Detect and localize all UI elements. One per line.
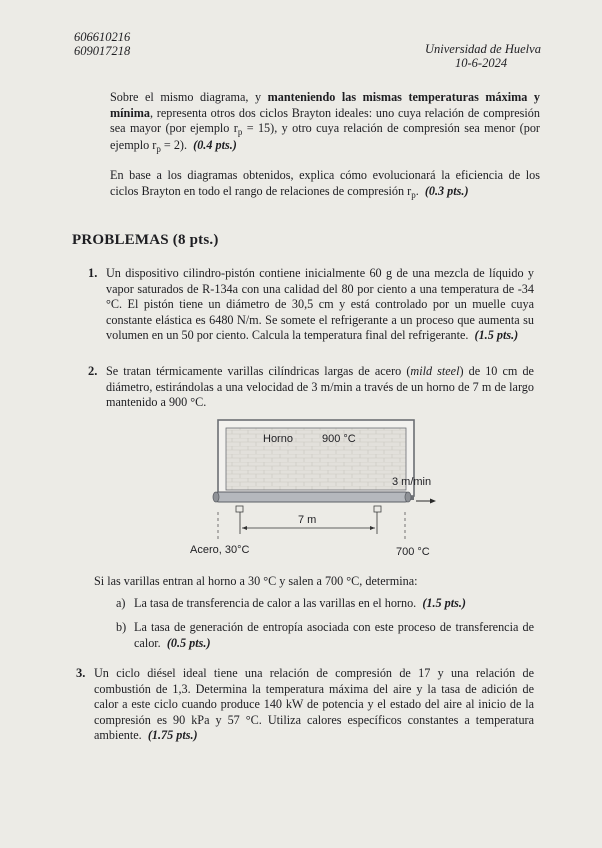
oven-temperature: 900 °C	[322, 433, 356, 445]
student-id-1: 606610216	[74, 30, 131, 44]
problem-2a-text: La tasa de transferencia de calor a las varillas en el horno. (1.5 pts.)	[134, 596, 466, 610]
problem-2-number: 2.	[88, 364, 98, 378]
problem-2-text: Se tratan térmicamente varillas cilíndricas largas de acero (mild steel) de 10 cm de diámetro, estirándolas a una velocidad de 3 m/min a través de un horno de 7 m de largo mantenido a 900 °C.	[106, 364, 534, 410]
inlet-label: Acero, 30°C	[190, 544, 250, 556]
problem-2a-label: a)	[116, 596, 126, 610]
oven-label: Horno	[263, 433, 293, 445]
furnace-diagram	[180, 414, 450, 564]
problem-3-number: 3.	[76, 666, 86, 680]
problem-1-text: Un dispositivo cilindro-pistón contiene inicialmente 60 g de una mezcla de líquido y vapor saturados de R-134a con una calidad del 80 por ciento a una temperatura de -34 °C. El pistón tiene un diámetro de 30,5 cm y está controlado por un muelle cuya constante elástica es 6480 N/m. Se somete el refrigerante a un proceso que aumenta su volumen en un 50 por ciento. Calcula la temperatura final del refrigerante. (1.5 pts.)	[106, 266, 534, 343]
problem-3-text: Un ciclo diésel ideal tiene una relación de compresión de 17 y una relación de combustión de 1,3. Determina la temperatura máxima del aire y la tasa de adición de calor a este ciclo cuando produce 140 kW de potencia y el estado del aire al inicio de la compresión es 90 kPa y 57 °C. Utiliza calores específicos constantes a temperatura ambiente. (1.75 pts.)	[94, 666, 534, 743]
exam-date: 10-6-2024	[455, 56, 508, 70]
problem-2-followup: Si las varillas entran al horno a 30 °C y salen a 700 °C, determina:	[94, 574, 418, 588]
section-title: PROBLEMAS (8 pts.)	[72, 232, 219, 248]
outlet-temperature: 700 °C	[396, 546, 430, 558]
problem-2b-label: b)	[116, 620, 127, 634]
intro-paragraph-1: Sobre el mismo diagrama, y manteniendo las mismas temperaturas máxima y mínima, representa otros dos ciclos Brayton ideales: uno cuya relación de compresión sea mayor (por ejemplo $r_p = 15$), y otro cuya relación de compresión sea menor (por ejemplo $r_p = 2$). (0.4 pts.)	[110, 90, 540, 154]
rod-speed: 3 m/min	[392, 476, 432, 488]
oven-brick-interior	[226, 428, 406, 490]
university-name: Universidad de Huelva	[425, 42, 541, 56]
student-id-2: 609017218	[74, 44, 131, 58]
intro-paragraph-2: En base a los diagramas obtenidos, explica cómo evolucionará la eficiencia de los ciclos Brayton en todo el rango de relaciones de compresión $r_p$. (0.3 pts.)	[110, 168, 540, 200]
problem-1-number: 1.	[88, 266, 98, 280]
steel-rod	[214, 492, 410, 502]
problem-2b-text: La tasa de generación de entropía asociada con este proceso de transferencia de calor. (0.5 pts.)	[134, 620, 534, 650]
oven-length: 7 m	[298, 514, 317, 526]
